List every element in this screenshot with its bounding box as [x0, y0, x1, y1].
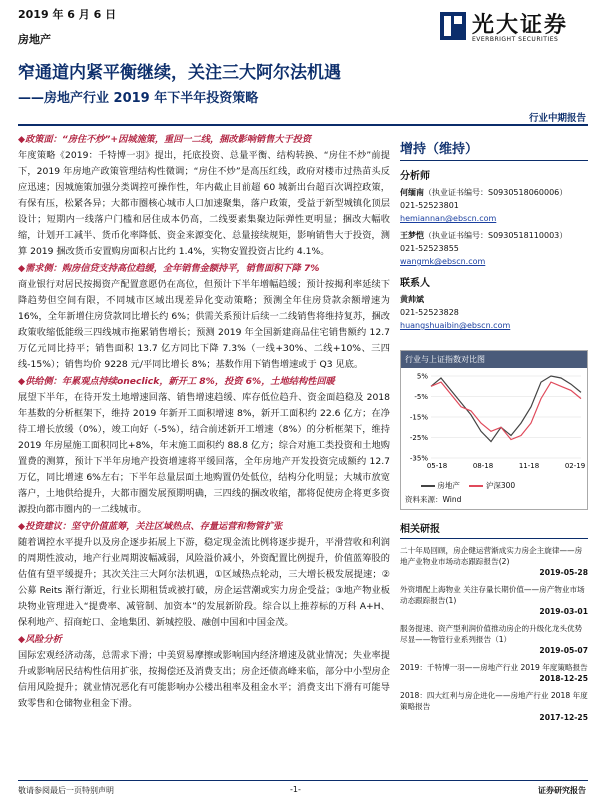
section-body: 展望下半年，在待开发土地增速回落、销售增速趋缓、库存低位趋升、资金面趋稳及 2018 年基数的分析框架下，维持 2019 年新开工面积增速 8%，新开工面积约 22.6 亿方；在净待工增长放缓（0%），竣工向好（-5%），结合前述新开工增速（8%）的分析框架下，维持 2019 年房屋施工面积同比+8%，年末施工面积约 88.8 亿方；综合对施工类投资和土地购置费的测算，预计下半年房地产投资增速将平缓回落，全年房地产开发投资完成额约 12.7 万亿，同比增速 6%左右；下半年总量层面土地购置仍处低位，结构分化明显；大城市放宽落户，土地供给提升，大都市圈发展预期明确，三四线的捆改收缩，都将促使房企将更多资源投向都市圈内的一二线城市。 [18, 392, 390, 515]
section-heading: 需求侧：购房信贷支持高位趋缓，全年销售金额持平，销售面积下降 7% [25, 263, 320, 274]
analyst-email[interactable]: wangmk@ebscn.com [400, 257, 486, 266]
chart-title: 行业与上证指数对比图 [401, 351, 587, 368]
section-heading: 投资建议：坚守价值蓝筹，关注区域热点、存量运营和物管扩张 [25, 521, 283, 532]
related-title[interactable]: 服务提速、资产型利润价值推动房企的升级化龙头优势尽显——物管行业系列报告（1） [400, 624, 583, 644]
x-tick-label: 02-19 [564, 462, 586, 470]
sidebar-divider [400, 538, 588, 539]
related-item[interactable] [400, 662, 588, 684]
related-title[interactable]: 2018：四大红利与房企进化——房地产行业 2018 年度策略报告 [400, 691, 588, 711]
x-tick-label: 05-18 [426, 462, 448, 470]
contact-phone: 021-52523828 [400, 308, 459, 317]
chart-source: 资料来源：Wind [405, 495, 462, 504]
related-date: 2019-05-28 [539, 568, 588, 577]
section-body: 国际宏观经济动荡，总需求下滑；中美贸易摩擦或影响国内经济增速及就业情况；失业率提升或影响居民结构性信用扩张，按揭偿还及消费支出；房企还债高峰来临，部分中小型房企信用风险提升；就业情况恶化有可能影响办公楼出租率及租金水平；消费支出下滑有可能导致零售和仓储物业租金下滑。 [18, 650, 390, 709]
related-list [400, 545, 588, 723]
triangle-bullet-icon: ◆ [18, 634, 26, 645]
related-date: 2018-12-25 [539, 674, 588, 683]
analyst-phone: 021-52523855 [400, 244, 459, 253]
section-policy [18, 132, 390, 260]
triangle-bullet-icon: ◆ [18, 376, 26, 387]
rating: 增持（维持） [400, 142, 479, 157]
analyst-1 [400, 186, 588, 225]
report-type: 行业中期报告 [528, 113, 586, 124]
page-number: -1- [290, 785, 301, 794]
related-title[interactable]: 外资增配上海物业 关注存量长期价值——房产物业市场动态跟踪报告(1) [400, 585, 585, 605]
sidebar [400, 132, 588, 723]
analyst-cert: （执业证书编号：S0930518110003） [424, 231, 568, 240]
section-demand [18, 261, 390, 373]
footer-disclaimer[interactable]: 敬请参阅最后一页特别声明 [18, 786, 114, 795]
related-item[interactable] [400, 584, 588, 617]
contact-heading: 联系人 [400, 278, 430, 289]
footer-label: 证券研究报告 [538, 786, 586, 795]
related-heading: 相关研报 [400, 524, 440, 535]
contact-name: 黄帅斌 [400, 295, 424, 304]
analyst-name: 何缅南 [400, 188, 424, 197]
analyst-cert: （执业证书编号：S0930518060006） [424, 188, 568, 197]
triangle-bullet-icon: ◆ [18, 134, 26, 145]
legend-item: 房地产 [437, 481, 460, 490]
index-chart [400, 350, 588, 510]
section-body: 年度策略《2019：千特博一羽》提出，托底投资、总量平衡、结构转换、“房住不炒”前提下，2019 年房地产政策管理结构性微调；“房住不炒”是高压红线，政府对楼市过热苗头反应迅速；因城施策加强分类调控可操作性，年内截止目前超 60 城新出台超百次调控政策，有保有压，松紧各异；大都市圈核心城市人口加速聚集，落户政策，受益于新型城镇化顶层设计；短期内一线落户门槛和居住成本仍高，二线要素集聚边际弹性更明显；捆改大幅收缩，计划开工减半、货币化率降低、资金来源变化、总量接续规矩，影响销售大于投资，测算 2019 捆改货币安置购房面积占比约 1.4%，实物安置投资占比约 4.1%。 [18, 150, 390, 257]
related-title[interactable]: 2019：千特博一羽——房地产行业 2019 年度策略报告 [400, 663, 588, 672]
analyst-phone: 021-52523801 [400, 201, 459, 210]
logo [438, 8, 588, 50]
section-heading: 政策面：“房住不炒”+因城施策，重回一二线，捆改影响销售大于投资 [25, 134, 312, 145]
page-title: 窄通道内紧平衡继续，关注三大阿尔法机遇 [18, 63, 341, 83]
related-item[interactable] [400, 690, 588, 723]
sidebar-divider [400, 160, 588, 161]
analyst-2 [400, 229, 588, 268]
triangle-bullet-icon: ◆ [18, 263, 26, 274]
y-tick-label: -15% [409, 413, 428, 422]
chart-legend [401, 480, 587, 494]
related-date: 2019-03-01 [539, 607, 588, 616]
related-item[interactable] [400, 545, 588, 578]
y-tick-label: 5% [416, 372, 428, 381]
logo-mark-icon [438, 10, 468, 42]
legend-swatch-icon [469, 485, 483, 487]
triangle-bullet-icon: ◆ [18, 521, 26, 532]
main-content [18, 132, 390, 713]
analyst-heading: 分析师 [400, 171, 430, 182]
related-item[interactable] [400, 623, 588, 656]
legend-swatch-icon [421, 485, 435, 487]
footer-divider [18, 780, 588, 781]
section-heading: 风险分析 [25, 634, 62, 645]
x-tick-label: 11-18 [518, 462, 540, 470]
section-risk [18, 632, 390, 712]
related-date: 2019-05-07 [539, 646, 588, 655]
section-body: 随着调控水平提升以及房企逐步拓展上下游，稳定现金流比例将逐步提升，平滑营收和利润的周期性波动，地产行业周期波幅减弱，风险溢价减小，外资配置比例提升，价值蓝筹股的估值有望平缓提升；其次关注三大阿尔法机遇，①区域热点轮动，三大增长极发展提速；②公募 Reits 渐行渐近，行业长期租赁或被打破，房企运营潮或实力房企受益；③地产物业板块物业管理进入“提费率、减管制、加资本”的发展新阶段。综合以上推荐标的万科 A+H、保利地产、招商蛇口、金地集团、新城控股、融创中国和中国金茂。 [18, 537, 390, 628]
related-title[interactable]: 二十年局回顾，房企健运营渐成实力房企主旋律——房地产业物业市场动态跟踪报告(2) [400, 546, 583, 566]
sector-label: 房地产 [18, 33, 51, 46]
line-chart [401, 368, 587, 478]
y-tick-label: -25% [409, 434, 428, 442]
report-date: 2019 年 6 月 6 日 [18, 8, 117, 21]
analyst-name: 王梦恺 [400, 231, 424, 240]
logo-en: EVERBRIGHT SECURITIES [472, 36, 559, 43]
related-date: 2017-12-25 [539, 713, 588, 722]
legend-item: 沪深300 [485, 481, 516, 490]
y-tick-label: -35% [409, 454, 428, 463]
header-divider [18, 124, 588, 126]
logo-name: 光大证券 [472, 12, 569, 38]
analyst-email[interactable]: hemiannan@ebscn.com [400, 214, 497, 223]
section-supply [18, 374, 390, 518]
y-tick-label: -5% [414, 393, 428, 401]
section-investment [18, 519, 390, 631]
x-tick-label: 08-18 [472, 462, 494, 470]
contact-email[interactable]: huangshuaibin@ebscn.com [400, 321, 511, 330]
page-subtitle: ——房地产行业 2019 年下半年投资策略 [18, 91, 259, 106]
section-body: 商业银行对居民按揭资产配置意愿仍在高位，但预计下半年增幅趋缓；预计按揭利率延续下降趋势但空间有限，不同城市区域出现差异化变动策略；预测全年住房贷款余额增速为 16%，全年新增住房贷款同比增长约 6%；供需关系预计后续一二线销售将维持复苏，捆改政策收缩低能级三四线城市拖累销售增长；预测 2019 年全国新建商品住宅销售额约 12.7 万亿元同比持平；销售面积 13.7 亿方同比下降 7.3%（一线+30%、二线+10%、三四线-15%）；销售均价 9228 元/平同比增长 8%；基数作用下销售增速或于 Q3 见底。 [18, 279, 390, 370]
section-heading: 供给侧：年累观点持续oneclick，新开工 8%，投资 6%，土地结构性回暖 [25, 376, 335, 387]
contact [400, 293, 588, 332]
